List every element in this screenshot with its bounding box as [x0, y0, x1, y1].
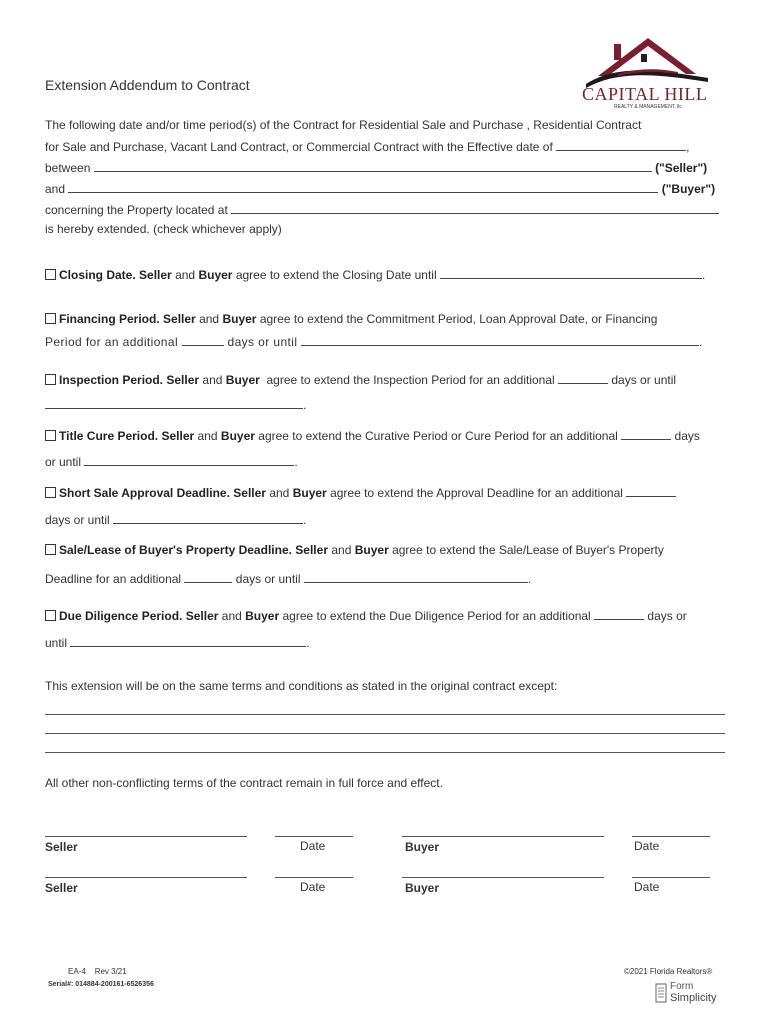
form-number: EA-4 Rev 3/21: [68, 967, 127, 976]
short-sale-until-field[interactable]: [113, 512, 303, 524]
copyright: ©2021 Florida Realtors®: [624, 967, 713, 976]
seller-label-2: Seller: [45, 881, 78, 895]
sale-lease-checkbox[interactable]: [45, 544, 56, 555]
inspection-days-field[interactable]: [558, 372, 608, 384]
intro-property: concerning the Property located at: [45, 202, 719, 217]
seller-date-line-2[interactable]: [275, 877, 353, 878]
title-cure-line-2: or until .: [45, 455, 298, 469]
exceptions-line-2[interactable]: [45, 733, 725, 734]
due-diligence-checkbox[interactable]: [45, 610, 56, 621]
page-title: Extension Addendum to Contract: [45, 77, 250, 93]
intro-line-1: The following date and/or time period(s) of the Contract for Residential Sale and Purchase , Residential Contract: [45, 118, 642, 132]
logo-subtitle: REALTY & MANAGEMENT, llc: [614, 104, 682, 110]
serial-number: Serial#: 014884-200161-6526356: [48, 981, 154, 988]
inspection-until-field[interactable]: [45, 397, 303, 409]
buyer-date-label-2: Date: [634, 880, 660, 894]
short-sale-days-field[interactable]: [626, 485, 676, 497]
seller-date-label-2: Date: [300, 880, 326, 894]
closing-checkbox[interactable]: [45, 269, 56, 280]
inspection-checkbox[interactable]: [45, 374, 56, 385]
intro-extended: is hereby extended. (check whichever apply): [45, 222, 282, 236]
item-title-cure-period: Title Cure Period. Seller and Buyer agree to extend the Curative Period or Cure Period for an additional days: [45, 428, 700, 443]
seller-name-field[interactable]: [94, 160, 652, 172]
property-address-field[interactable]: [231, 202, 719, 214]
item-sale-lease-deadline: Sale/Lease of Buyer's Property Deadline. Seller and Buyer agree to extend the Sale/Lease of Buyer's Property: [45, 543, 664, 557]
buyer-label-1: Buyer: [405, 840, 440, 854]
same-terms-text: This extension will be on the same terms and conditions as stated in the original contract except:: [45, 679, 558, 693]
item-short-sale-deadline: Short Sale Approval Deadline. Seller and Buyer agree to extend the Approval Deadline for an additional: [45, 485, 676, 500]
item-inspection-period: Inspection Period. Seller and Buyer agree to extend the Inspection Period for an additional days or until: [45, 372, 676, 387]
buyer-name-field[interactable]: [68, 181, 658, 193]
intro-line-2: for Sale and Purchase, Vacant Land Contract, or Commercial Contract with the Effective date of ,: [45, 140, 690, 154]
short-sale-checkbox[interactable]: [45, 487, 56, 498]
seller-date-label-1: Date: [300, 839, 326, 853]
title-cure-days-field[interactable]: [621, 428, 671, 440]
financing-days-field[interactable]: [182, 334, 224, 346]
due-diligence-days-field[interactable]: [594, 608, 644, 620]
seller-signature-line-2[interactable]: [45, 877, 247, 878]
item-due-diligence-period: Due Diligence Period. Seller and Buyer agree to extend the Due Diligence Period for an additional days or: [45, 608, 687, 623]
effective-date-field[interactable]: [556, 139, 686, 151]
buyer-signature-line-1[interactable]: [402, 836, 604, 837]
logo-name: CAPITAL HILL: [582, 84, 708, 104]
buyer-date-line-1[interactable]: [632, 836, 710, 837]
financing-line-2: Period for an additional days or until .: [45, 335, 703, 349]
exceptions-line-1[interactable]: [45, 714, 725, 715]
form-simplicity-logo: [655, 981, 725, 1007]
seller-date-line-1[interactable]: [275, 836, 353, 837]
house-icon: [578, 34, 718, 90]
buyer-date-line-2[interactable]: [632, 877, 710, 878]
due-diligence-line-2: until .: [45, 636, 310, 650]
item-closing-date: Closing Date. Seller and Buyer agree to extend the Closing Date until .: [45, 267, 705, 282]
buyer-signature-line-2[interactable]: [402, 877, 604, 878]
seller-signature-line-1[interactable]: [45, 836, 247, 837]
sale-lease-line-2: Deadline for an additional days or until .: [45, 572, 532, 586]
simplicity-brand: Simplicity: [670, 992, 717, 1004]
sale-lease-until-field[interactable]: [304, 571, 528, 583]
intro-and: and ("Buyer"): [45, 182, 716, 196]
title-cure-until-field[interactable]: [84, 454, 294, 466]
closing-date-field[interactable]: [440, 267, 702, 279]
financing-until-field[interactable]: [301, 334, 699, 346]
buyer-date-label-1: Date: [634, 839, 660, 853]
seller-label-1: Seller: [45, 840, 78, 854]
exceptions-line-3[interactable]: [45, 752, 725, 753]
document-icon: [655, 983, 667, 1003]
form-brand: Form: [670, 981, 694, 992]
company-logo: [578, 34, 718, 114]
title-cure-checkbox[interactable]: [45, 430, 56, 441]
inspection-line-2: .: [45, 397, 306, 412]
intro-between: between ("Seller"): [45, 161, 708, 175]
short-sale-line-2: days or until .: [45, 513, 307, 527]
item-financing-period: Financing Period. Seller and Buyer agree to extend the Commitment Period, Loan Approval Date, or Financing: [45, 312, 657, 326]
financing-checkbox[interactable]: [45, 313, 56, 324]
sale-lease-days-field[interactable]: [184, 571, 232, 583]
other-terms-text: All other non-conflicting terms of the contract remain in full force and effect.: [45, 776, 443, 790]
due-diligence-until-field[interactable]: [70, 635, 306, 647]
buyer-label-2: Buyer: [405, 881, 440, 895]
